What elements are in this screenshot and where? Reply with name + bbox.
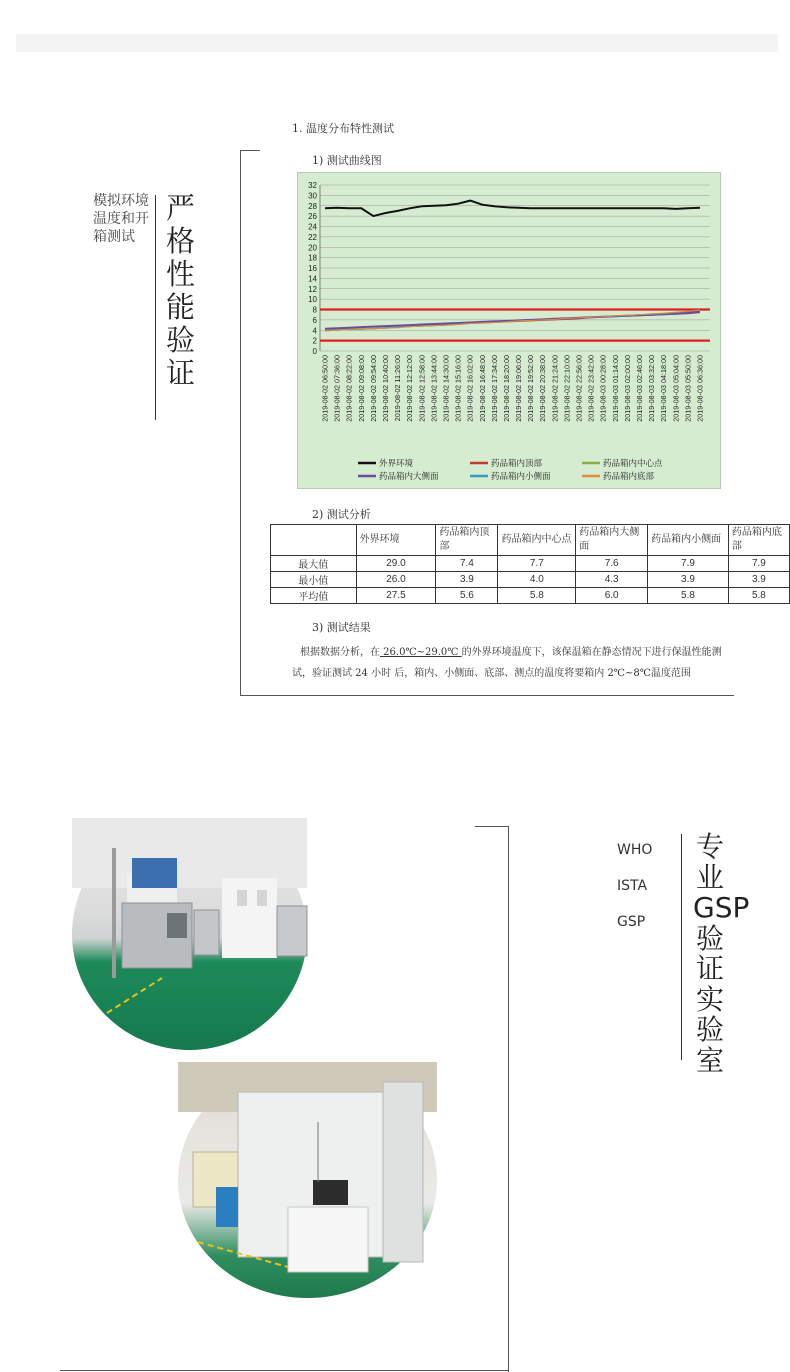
x-tick-label: 2019-08-02 12:12:00 (405, 355, 415, 422)
x-tick-label: 2019-08-02 11:26:00 (393, 355, 403, 422)
table-cell: 5.8 (498, 588, 576, 604)
table-cell: 3.9 (648, 572, 729, 588)
table-header-cell: 药品箱内顶部 (436, 525, 498, 556)
doc-heading-temperature-test: 1. 温度分布特性测试 (292, 122, 394, 135)
legend-label: 药品箱内底部 (603, 472, 655, 482)
legend-label: 药品箱内小侧面 (491, 472, 551, 482)
chart-svg (298, 173, 720, 488)
x-tick-label: 2019-08-02 23:42:00 (586, 355, 596, 422)
table-cell: 5.8 (648, 588, 729, 604)
table-header-cell: 药品箱内大侧面 (576, 525, 648, 556)
x-tick-label: 2019-08-02 13:44:00 (429, 355, 439, 422)
x-tick-label: 2019-08-02 17:34:00 (489, 355, 499, 422)
y-tick-label: 2 (312, 336, 317, 346)
doc-result-paragraph (300, 643, 722, 658)
y-tick-label: 0 (312, 347, 317, 356)
legend-label: 药品箱内大侧面 (379, 472, 439, 482)
x-tick-label: 2019-08-02 12:58:00 (417, 355, 427, 422)
x-tick-label: 2019-08-02 15:16:00 (453, 355, 463, 422)
x-tick-label: 2019-08-02 14:30:00 (441, 355, 451, 422)
doc-result-pre: 根据数据分析，在 (300, 647, 380, 658)
side-title: 严格性能验证 (166, 191, 196, 390)
table-row (271, 572, 790, 588)
y-tick-label: 10 (308, 295, 317, 305)
y-tick-label: 8 (312, 305, 317, 315)
y-tick-label: 26 (308, 212, 317, 222)
y-tick-label: 4 (312, 326, 317, 336)
table-header-cell: 外界环境 (356, 525, 436, 556)
legend-label: 药品箱内中心点 (603, 459, 663, 469)
table-header-cell: 药品箱内中心点 (498, 525, 576, 556)
y-tick-label: 14 (308, 274, 317, 284)
table-cell: 26.0 (356, 572, 436, 588)
y-tick-label: 30 (308, 191, 317, 201)
side-divider (155, 195, 156, 420)
x-tick-label: 2019-08-03 00:28:00 (598, 355, 608, 422)
x-tick-label: 2019-08-03 02:00:00 (622, 355, 632, 422)
table-header-cell: 药品箱内底部 (728, 525, 789, 556)
table-cell: 4.0 (498, 572, 576, 588)
side-divider-2 (681, 834, 682, 1060)
x-tick-label: 2019-08-02 10:40:00 (380, 355, 390, 422)
table-cell: 5.6 (436, 588, 498, 604)
table-row (271, 556, 790, 572)
label-who: WHO (617, 842, 653, 858)
table-row-label: 平均值 (271, 588, 357, 604)
analysis-table (270, 524, 790, 604)
top-bar (16, 34, 778, 52)
lab-title: 专业GSP验证实验室 (693, 830, 750, 1077)
x-tick-label: 2019-08-03 05:50:00 (683, 355, 693, 422)
x-tick-label: 2019-08-02 22:10:00 (562, 355, 572, 422)
table-header-cell (271, 525, 357, 556)
y-tick-label: 18 (308, 253, 317, 263)
table-cell: 27.5 (356, 588, 436, 604)
doc-result-range: 26.0℃~29.0℃ (380, 647, 462, 658)
label-gsp: GSP (617, 914, 646, 930)
table-cell: 5.8 (728, 588, 789, 604)
lab-photo-walkin-chamber (178, 1062, 437, 1298)
table-cell: 7.9 (648, 556, 729, 572)
table-cell: 7.9 (728, 556, 789, 572)
y-tick-label: 6 (312, 315, 317, 325)
table-cell: 4.3 (576, 572, 648, 588)
doc-heading-curve: 1) 测试曲线图 (312, 154, 382, 167)
doc-heading-analysis: 2) 测试分析 (312, 508, 371, 521)
y-tick-label: 22 (308, 232, 317, 242)
section2-frame-bottom (60, 1370, 509, 1371)
x-tick-label: 2019-08-02 16:02:00 (465, 355, 475, 422)
side-subtitle: 模拟环境温度和开箱测试 (93, 193, 149, 245)
y-tick-label: 12 (308, 284, 317, 294)
legend-label: 药品箱内顶部 (491, 459, 543, 469)
label-ista: ISTA (617, 878, 648, 894)
x-tick-label: 2019-08-03 02:46:00 (635, 355, 645, 422)
x-tick-label: 2019-08-02 16:48:00 (477, 355, 487, 422)
table-row-label: 最小值 (271, 572, 357, 588)
legend-label: 外界环境 (379, 459, 414, 469)
table-header-cell: 药品箱内小侧面 (648, 525, 729, 556)
y-tick-label: 32 (308, 181, 317, 190)
doc-result-paragraph-cut: 试，验证测试 24 小时 后，箱内、小侧面、底部、测点的温度将要箱内 2℃~8℃温度范围 (292, 668, 691, 679)
x-tick-label: 2019-08-02 22:56:00 (574, 355, 584, 422)
table-cell: 3.9 (728, 572, 789, 588)
x-tick-label: 2019-08-02 18:20:00 (501, 355, 511, 422)
y-tick-label: 20 (308, 243, 317, 253)
table-row (271, 588, 790, 604)
table-cell: 7.4 (436, 556, 498, 572)
x-tick-label: 2019-08-03 05:04:00 (671, 355, 681, 422)
x-tick-label: 2019-08-03 03:32:00 (647, 355, 657, 422)
table-cell: 7.7 (498, 556, 576, 572)
x-tick-label: 2019-08-02 09:08:00 (356, 355, 366, 422)
x-tick-label: 2019-08-02 08:22:00 (344, 355, 354, 422)
lab-photo-walkin-chamber-art (178, 1062, 437, 1298)
section1-frame-tick (240, 150, 260, 151)
lab-photo-chambers (72, 818, 307, 1050)
standard-labels (617, 832, 652, 940)
table-cell: 29.0 (356, 556, 436, 572)
x-tick-label: 2019-08-02 20:38:00 (538, 355, 548, 422)
x-tick-label: 2019-08-02 19:52:00 (526, 355, 536, 422)
x-tick-label: 2019-08-02 06:50:00 (320, 355, 330, 422)
x-tick-label: 2019-08-03 01:14:00 (610, 355, 620, 422)
table-cell: 7.6 (576, 556, 648, 572)
x-tick-label: 2019-08-02 09:54:00 (368, 355, 378, 422)
x-tick-label: 2019-08-02 19:06:00 (514, 355, 524, 422)
table-header-row (271, 525, 790, 556)
doc-result-post: 的外界环境温度下，该保温箱在静态情况下进行保温性能测 (461, 647, 722, 658)
table-cell: 6.0 (576, 588, 648, 604)
lab-photo-chambers-art (72, 818, 307, 1050)
x-tick-label: 2019-08-02 07:36:00 (332, 355, 342, 422)
y-tick-label: 16 (308, 264, 317, 273)
doc-heading-result: 3) 测试结果 (312, 621, 371, 634)
section2-frame (475, 826, 509, 1372)
table-row-label: 最大值 (271, 556, 357, 572)
x-tick-label: 2019-08-03 04:18:00 (659, 355, 669, 422)
y-tick-label: 24 (308, 222, 317, 232)
x-tick-label: 2019-08-02 21:24:00 (550, 355, 560, 422)
x-tick-label: 2019-08-03 06:36:00 (695, 355, 705, 422)
temperature-chart (297, 172, 721, 489)
table-cell: 3.9 (436, 572, 498, 588)
y-tick-label: 28 (308, 201, 317, 211)
